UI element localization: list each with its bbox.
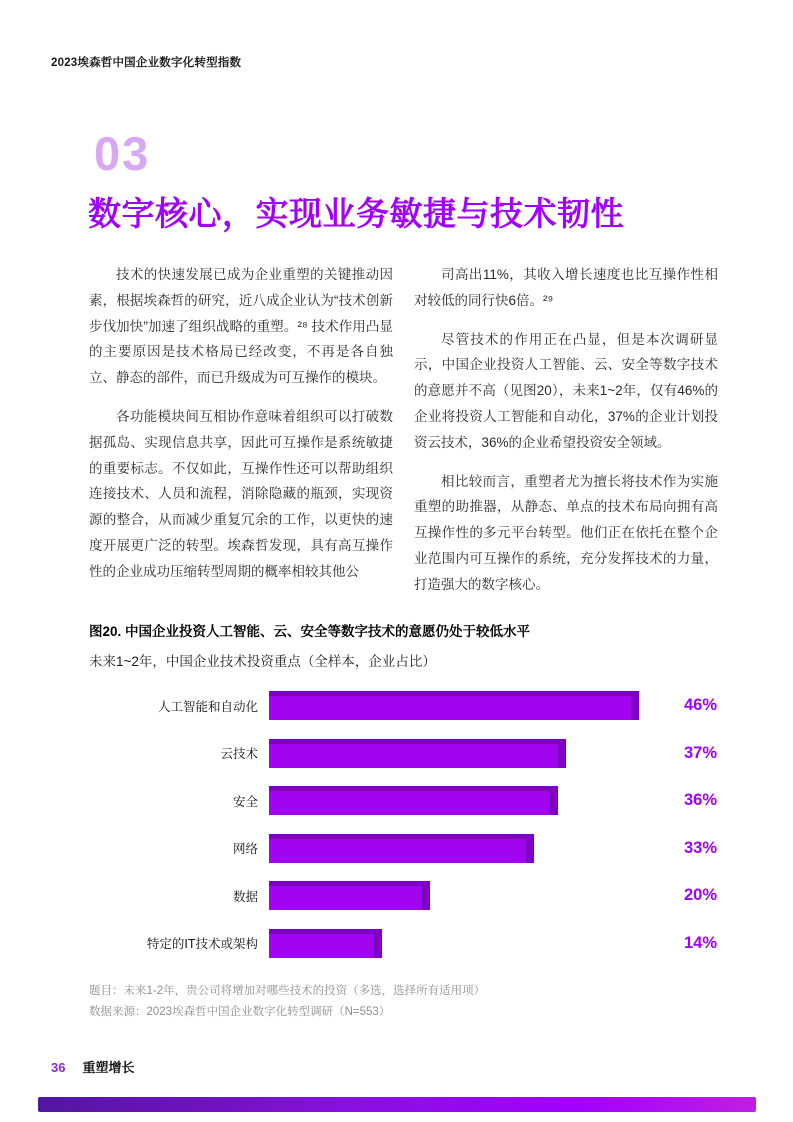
bar-track xyxy=(269,834,671,863)
bar-track xyxy=(269,881,671,910)
bar xyxy=(269,786,558,815)
paragraph: 技术的快速发展已成为企业重塑的关键推动因素，根据埃森哲的研究，近八成企业认为“技术创新步伐加快”加速了组织战略的重塑。²⁸ 技术作用凸显的主要原因是技术格局已经改变，不再是各自独立、静态的部件，而已升级成为可互操作的模块。 xyxy=(89,267,393,386)
section-number: 03 xyxy=(94,127,151,180)
figure-subtitle: 未来1~2年，中国企业技术投资重点（全样本，企业占比） xyxy=(89,654,436,669)
chart-row xyxy=(89,739,749,768)
chart-row xyxy=(89,691,749,720)
bar-category-label: 安全 xyxy=(232,794,258,809)
page-footer xyxy=(51,1057,134,1076)
bar-value-label: 37% xyxy=(684,743,718,762)
bar-chart xyxy=(89,691,749,976)
page-title: 数字核心，实现业务敏捷与技术韧性 xyxy=(88,195,624,232)
paragraph: 司高出11%，其收入增长速度也比互操作性相对较低的同行快6倍。²⁹ xyxy=(414,267,718,308)
report-header: 2023埃森哲中国企业数字化转型指数 xyxy=(51,57,242,69)
figure-notes xyxy=(89,981,709,1023)
bar-category-label: 人工智能和自动化 xyxy=(157,699,258,714)
paragraph: 尽管技术的作用正在凸显，但是本次调研显示，中国企业投资人工智能、云、安全等数字技术的意愿并不高（见图20），未来1~2年，仅有46%的企业将投资人工智能和自动化，37%的企业计划投资云技术，36%的企业希望投资安全领域。 xyxy=(414,331,718,450)
paragraph: 各功能模块间互相协作意味着组织可以打破数据孤岛、实现信息共享，因此可互操作是系统敏捷的重要标志。不仅如此，互操作性还可以帮助组织连接技术、人员和流程，消除隐藏的瓶颈，实现资源的整合，从而减少重复冗余的工作，以更快的速度开展更广泛的转型。埃森哲发现，具有高互操作性的企业成功压缩转型周期的概率相较其他公 xyxy=(89,408,393,579)
bar-category-label: 数据 xyxy=(232,889,258,904)
bar-value-label: 14% xyxy=(684,933,718,952)
body-column-left xyxy=(89,262,393,598)
bar-value-label: 36% xyxy=(684,791,718,809)
bar xyxy=(269,739,566,768)
bar xyxy=(269,929,382,958)
chart-row xyxy=(89,786,749,815)
chart-row xyxy=(89,929,749,958)
figure-note-question: 题目：未来1-2年，贵公司将增加对哪些技术的投资（多选，选择所有适用项） xyxy=(89,985,486,997)
bar-category-label: 云技术 xyxy=(220,747,258,761)
chart-row xyxy=(89,834,749,863)
bar-category-label: 特定的IT技术或架构 xyxy=(146,937,258,951)
bar-track xyxy=(269,929,671,958)
figure-title: 图20. 中国企业投资人工智能、云、安全等数字技术的意愿仍处于较低水平 xyxy=(89,624,531,639)
bar-track xyxy=(269,739,671,768)
bar xyxy=(269,834,534,863)
bottom-accent-bar xyxy=(38,1097,756,1112)
bar-track xyxy=(269,786,671,815)
bar-category-label: 网络 xyxy=(232,842,258,856)
bar-value-label: 20% xyxy=(684,886,718,904)
bar-value-label: 46% xyxy=(684,696,718,714)
bar-value-label: 33% xyxy=(684,838,718,857)
bar xyxy=(269,691,639,720)
page-number: 36 xyxy=(51,1060,66,1075)
figure-note-source: 数据来源：2023埃森哲中国企业数字化转型调研（N=553） xyxy=(89,1006,391,1018)
paragraph: 相比较而言，重塑者尤为擅长将技术作为实施重塑的助推器，从静态、单点的技术布局向拥有高互操作性的多元平台转型。他们正在依托在整个企业范围内可互操作的系统，充分发挥技术的力量，打造强大的数字核心。 xyxy=(414,473,718,592)
body-column-right xyxy=(414,262,718,611)
chart-row xyxy=(89,881,749,910)
bar xyxy=(269,881,430,910)
bar-track xyxy=(269,691,671,720)
footer-section-label: 重塑增长 xyxy=(82,1060,135,1075)
